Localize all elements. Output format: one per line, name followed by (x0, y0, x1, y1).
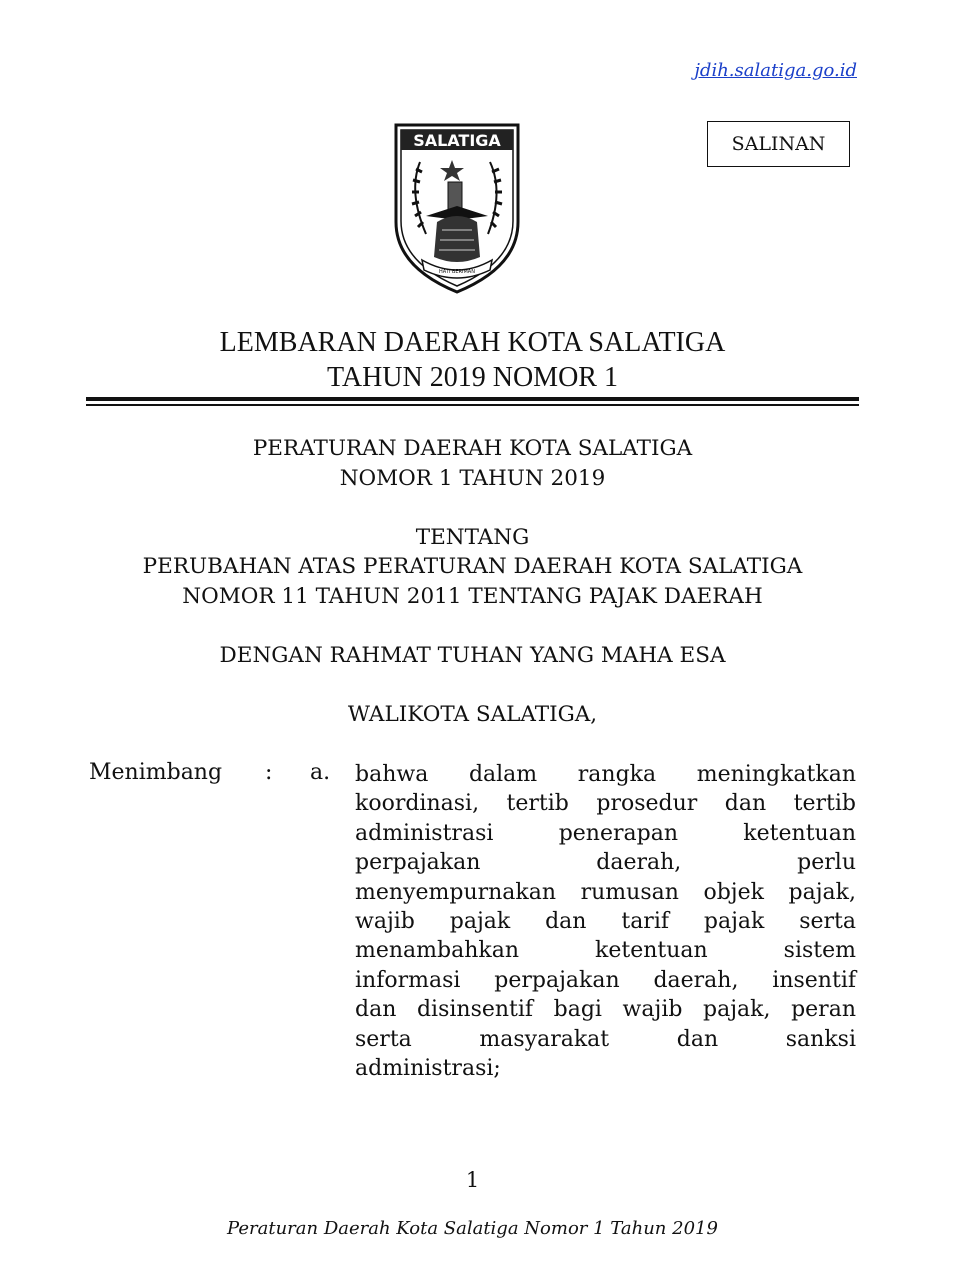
considering-line: dan disinsentif bagi wajib pajak, peran (355, 997, 856, 1023)
salinan-stamp: SALINAN (707, 121, 850, 167)
page-number: 1 (465, 1168, 480, 1192)
regulation-subject-line1: PERUBAHAN ATAS PERATURAN DAERAH KOTA SALATIGA (142, 554, 803, 579)
considering-label: Menimbang (89, 760, 223, 785)
considering-line: informasi perpajakan daerah, insentif (355, 967, 856, 993)
gazette-year-number: TAHUN 2019 NOMOR 1 (327, 362, 618, 393)
footer-caption: Peraturan Daerah Kota Salatiga Nomor 1 Tahun 2019 (227, 1218, 718, 1239)
website-link[interactable]: jdih.salatiga.go.id (694, 60, 857, 81)
considering-line: menambahkan ketentuan sistem (355, 938, 856, 964)
salatiga-emblem (392, 122, 522, 294)
regulation-subject-line2: NOMOR 11 TAHUN 2011 TENTANG PAJAK DAERAH (182, 584, 763, 609)
considering-line: koordinasi, tertib prosedur dan tertib (355, 791, 856, 817)
gazette-title: LEMBARAN DAERAH KOTA SALATIGA (219, 327, 726, 358)
considering-item-a (355, 760, 856, 1083)
considering-line: bahwa dalam rangka meningkatkan (355, 762, 856, 787)
regulation-title: PERATURAN DAERAH KOTA SALATIGA (252, 436, 693, 461)
considering-line: administrasi penerapan ketentuan (355, 820, 856, 846)
header-rule-thick (86, 397, 859, 401)
considering-line: menyempurnakan rumusan objek pajak, (355, 879, 856, 905)
considering-line: administrasi; (355, 1056, 501, 1082)
mayor-line: WALIKOTA SALATIGA, (347, 702, 598, 727)
header-rule-thin (86, 404, 859, 406)
emblem-ribbon-text: HATI BERIMAN (439, 269, 475, 275)
considering-colon: : (265, 760, 273, 785)
emblem-title: SALATIGA (413, 131, 501, 150)
considering-line: perpajakan daerah, perlu (355, 850, 856, 876)
considering-item-marker: a. (310, 760, 331, 785)
considering-line: wajib pajak dan tarif pajak serta (355, 909, 856, 935)
regulation-about: TENTANG (415, 525, 530, 550)
blessing-line: DENGAN RAHMAT TUHAN YANG MAHA ESA (219, 643, 726, 668)
regulation-number: NOMOR 1 TAHUN 2019 (339, 466, 606, 491)
considering-line: serta masyarakat dan sanksi (355, 1026, 856, 1052)
